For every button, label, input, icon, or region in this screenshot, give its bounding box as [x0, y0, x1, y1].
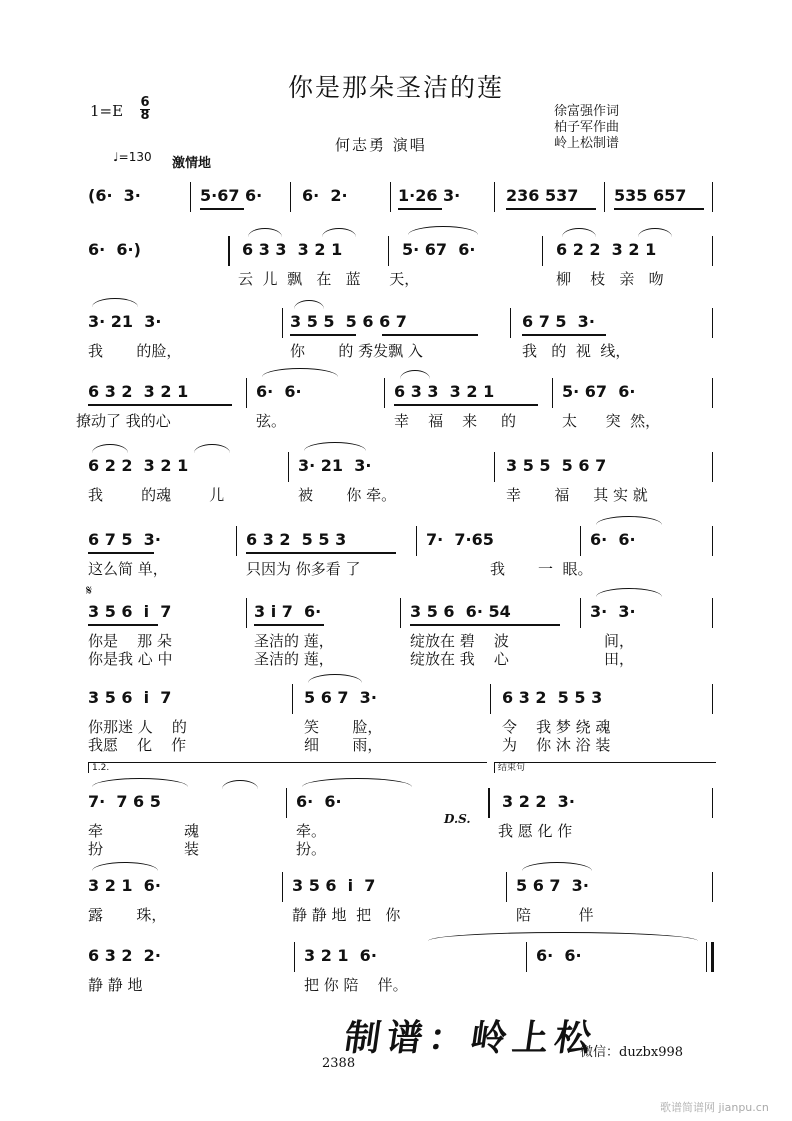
score-line-7	[82, 598, 722, 668]
measure: 5 6 7 3·	[304, 688, 377, 707]
lyric-text: 令 我 梦 绕 魂	[502, 718, 611, 736]
repeat-start-bar	[228, 236, 230, 266]
lyric-text: 把 你 陪 伴。	[304, 976, 408, 994]
notes-row	[82, 598, 722, 626]
mood-mark: 激情地	[172, 156, 212, 171]
measure: 3· 21 3·	[88, 312, 162, 331]
measure: 1·26 3·	[398, 186, 461, 205]
bar-line	[542, 236, 543, 266]
measure: 3 5 5 5 6 6 7	[290, 312, 407, 331]
wechat-contact: 微信：duzbx998	[580, 1045, 684, 1060]
bar-line	[282, 308, 283, 338]
measure: 6 3 3 3 2 1	[394, 382, 495, 401]
bar-line	[712, 598, 713, 628]
lyric-text: 我	[490, 560, 506, 578]
beam	[382, 334, 478, 336]
score-line-2	[82, 236, 722, 296]
notes-row	[82, 308, 722, 336]
slur	[294, 300, 324, 309]
measure: 3 5 5 5 6 7	[506, 456, 607, 475]
bar-line	[400, 598, 401, 628]
beam	[614, 208, 704, 210]
notes-row	[82, 942, 722, 970]
bar-line	[416, 526, 417, 556]
bar-line	[526, 942, 527, 972]
measure: 3 5 6 i 7	[88, 688, 172, 707]
beam	[522, 334, 606, 336]
composer-credit: 柏子军作曲	[554, 120, 620, 135]
measure: 7· 7·65	[426, 530, 494, 549]
measure: 3 2 2 3·	[502, 792, 575, 811]
time-signature-bottom: 8	[140, 108, 150, 123]
measure: 6 3 2 5 5 3	[246, 530, 347, 549]
lyric-text: 你是 那 朵	[88, 632, 172, 650]
lyric-text: 柳 枝 亲 吻	[556, 270, 664, 288]
arranger-credit: 岭上松制谱	[554, 136, 620, 151]
measure: 6· 6·	[590, 530, 636, 549]
credits-block	[554, 104, 619, 152]
slur	[596, 588, 662, 597]
lyric-text-verse2: 你是我 心 中	[88, 650, 173, 668]
lyric-text-verse2: 我愿 化 作	[88, 736, 187, 754]
measure: 6· 6·)	[88, 240, 141, 259]
measure: (6· 3·	[88, 186, 141, 205]
beam	[88, 404, 232, 406]
repeat-end-bar	[488, 788, 490, 818]
slur	[308, 674, 362, 683]
bar-line	[388, 236, 389, 266]
measure: 5 6 7 3·	[516, 876, 589, 895]
bar-line	[712, 378, 713, 408]
beam	[254, 624, 324, 626]
singer-credit: 何志勇 演唱	[335, 136, 427, 154]
notes-row	[82, 788, 722, 816]
lyric-text: 太 突 然，	[562, 412, 661, 430]
measure: 6· 2·	[302, 186, 348, 205]
bar-line	[712, 452, 713, 482]
measure: 7· 7 6 5	[88, 792, 161, 811]
bar-line	[384, 378, 385, 408]
measure: 535 657	[614, 186, 687, 205]
beam	[290, 334, 356, 336]
lyric-text: 陪 伴	[516, 906, 594, 924]
lyric-text-verse2: 绽放在 我 心	[410, 650, 509, 668]
lyric-text: 露 珠，	[88, 906, 167, 924]
slur	[522, 862, 592, 871]
beam	[394, 404, 538, 406]
bar-line	[390, 182, 391, 212]
lyric-text-verse2: 扮。	[296, 840, 327, 858]
final-bar-thin	[706, 942, 707, 972]
site-watermark: 歌谱简谱网 jianpu.cn	[660, 1101, 769, 1114]
lyric-text: 静 静 地 把 你	[292, 906, 401, 924]
dal-segno-mark: D.S.	[444, 812, 471, 826]
lyric-text: 一 眼。	[538, 560, 593, 578]
measure: 6 3 2 5 5 3	[502, 688, 603, 707]
score-line-3	[82, 308, 722, 368]
score-line-5	[82, 452, 722, 512]
slur	[262, 368, 338, 377]
bar-line	[712, 182, 713, 212]
bar-line	[712, 308, 713, 338]
measure: 6 3 2 2·	[88, 946, 161, 965]
lyric-text: 我 愿 化 作	[498, 822, 573, 840]
lyric-text: 弦。	[256, 412, 287, 430]
lyric-text: 只因为 你多看 了	[246, 560, 361, 578]
measure: 6· 6·	[256, 382, 302, 401]
measure: 6 7 5 3·	[88, 530, 161, 549]
lyric-text: 你 的 秀发飘 入	[290, 342, 423, 360]
measure: 5·67 6·	[200, 186, 263, 205]
measure: 3 5 6 i 7	[292, 876, 376, 895]
bar-line	[494, 452, 495, 482]
bar-line	[712, 236, 713, 266]
slur	[302, 778, 412, 787]
lyric-text: 间，	[604, 632, 635, 650]
notes-row	[82, 182, 722, 210]
lyric-text: 云 儿 飘 在 蓝 天，	[238, 270, 420, 288]
measure: 3 5 6 i 7	[88, 602, 172, 621]
notes-row	[82, 684, 722, 712]
measure: 6 7 5 3·	[522, 312, 595, 331]
lyric-text: 被 你 牵。	[298, 486, 397, 504]
bar-line	[282, 872, 283, 902]
beam	[398, 208, 442, 210]
lyric-text: 幸 福 其 实 就	[506, 486, 648, 504]
bar-line	[510, 308, 511, 338]
bar-line	[712, 684, 713, 714]
volta-first-ending: 1.2.	[88, 762, 487, 773]
measure: 236 537	[506, 186, 579, 205]
beam	[506, 208, 596, 210]
lyric-text-verse2: 细 雨，	[304, 736, 383, 754]
lyric-text: 撩动了 我的心	[76, 412, 171, 430]
bar-line	[552, 378, 553, 408]
measure: 3 i 7 6·	[254, 602, 322, 621]
bar-line	[580, 598, 581, 628]
score-line-1	[82, 182, 722, 242]
bar-line	[246, 378, 247, 408]
slur	[92, 862, 158, 871]
time-signature-top: 6	[140, 95, 150, 110]
lyric-text: 我 的 视 线，	[522, 342, 631, 360]
bar-line	[236, 526, 237, 556]
tie	[428, 932, 698, 941]
arranger-signature: 制谱：岭上松	[341, 1017, 600, 1059]
measure: 5· 67 6·	[402, 240, 476, 259]
lyric-text: 牵。	[296, 822, 327, 840]
lyricist-credit: 徐富强作词	[554, 104, 620, 119]
measure: 5· 67 6·	[562, 382, 636, 401]
lyric-text: 绽放在 碧 波	[410, 632, 509, 650]
bar-line	[286, 788, 287, 818]
beam	[410, 624, 560, 626]
tempo-mark: ♩=130	[113, 150, 152, 164]
final-bar-thick	[711, 942, 714, 972]
page-number: 2388	[322, 1056, 356, 1071]
lyric-text: 我 的魂 儿	[88, 486, 225, 504]
measure: 6 3 3 3 2 1	[242, 240, 343, 259]
bar-line	[246, 598, 247, 628]
lyric-text: 这么简 单，	[88, 560, 168, 578]
notes-row	[82, 872, 722, 900]
bar-line	[292, 684, 293, 714]
beam	[200, 208, 244, 210]
bar-line	[712, 872, 713, 902]
lyric-text-verse2: 圣洁的 莲，	[254, 650, 334, 668]
time-signature	[140, 97, 150, 122]
bar-line	[506, 872, 507, 902]
beam	[88, 552, 154, 554]
lyric-text: 静 静 地	[88, 976, 143, 994]
measure: 3· 21 3·	[298, 456, 372, 475]
lyric-text: 笑 脸，	[304, 718, 383, 736]
lyric-text-verse2: 扮 装	[88, 840, 200, 858]
lyric-text-verse2: 为 你 沐 浴 装	[502, 736, 611, 754]
slur	[304, 442, 366, 451]
slur	[92, 444, 128, 453]
score-line-9	[82, 788, 722, 858]
bar-line	[490, 684, 491, 714]
bar-line	[290, 182, 291, 212]
key-signature: 1=E	[90, 102, 124, 120]
lyric-text-verse2: 田，	[604, 650, 635, 668]
segno-sign: 𝄋	[86, 583, 93, 599]
slur	[92, 298, 138, 307]
measure: 3 2 1 6·	[88, 876, 161, 895]
song-title: 你是那朵圣洁的莲	[287, 73, 504, 102]
bar-line	[494, 182, 495, 212]
notes-row	[82, 236, 722, 264]
score-line-10	[82, 872, 722, 932]
bar-line	[712, 526, 713, 556]
measure: 6 2 2 3 2 1	[88, 456, 189, 475]
bar-line	[712, 788, 713, 818]
lyric-text: 我 的脸，	[88, 342, 182, 360]
score-line-6	[82, 526, 722, 586]
score-line-8	[82, 684, 722, 754]
bar-line	[288, 452, 289, 482]
volta-end-phrase: 结束句	[494, 762, 716, 773]
notes-row	[82, 378, 722, 406]
notes-row	[82, 452, 722, 480]
slur	[400, 370, 430, 379]
lyric-text: 牵 魂	[88, 822, 200, 840]
bar-line	[604, 182, 605, 212]
notes-row	[82, 526, 722, 554]
slur	[596, 516, 662, 525]
score-line-4	[76, 378, 722, 438]
lyric-text: 圣洁的 莲，	[254, 632, 334, 650]
measure: 6· 6·	[296, 792, 342, 811]
slur	[222, 780, 258, 789]
measure: 6 3 2 3 2 1	[88, 382, 189, 401]
slur	[194, 444, 230, 453]
beam	[88, 624, 158, 626]
bar-line	[190, 182, 191, 212]
measure: 3 2 1 6·	[304, 946, 377, 965]
lyric-text: 你那迷 人 的	[88, 718, 187, 736]
score-line-11	[82, 942, 722, 1002]
measure: 3 5 6 6· 54	[410, 602, 511, 621]
beam	[246, 552, 396, 554]
measure: 3· 3·	[590, 602, 636, 621]
bar-line	[294, 942, 295, 972]
measure: 6· 6·	[536, 946, 582, 965]
lyric-text: 幸 福 来 的	[394, 412, 516, 430]
measure: 6 2 2 3 2 1	[556, 240, 657, 259]
bar-line	[580, 526, 581, 556]
